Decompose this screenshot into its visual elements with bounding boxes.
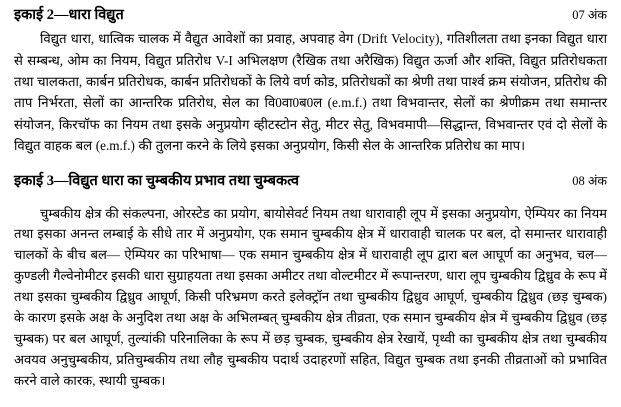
section-spacer xyxy=(14,158,607,172)
unit-3-heading-row xyxy=(14,172,607,190)
unit-2-heading-row xyxy=(14,6,607,24)
unit-3-marks: 08 अंक xyxy=(572,174,607,189)
unit-2-title: इकाई 2—धारा विद्युत xyxy=(14,7,124,23)
unit-3-title: इकाई 3—विद्युत धारा का चुम्बकीय प्रभाव तथा चुम्बकत्व xyxy=(14,173,300,190)
unit-block-3 xyxy=(14,172,607,392)
unit-2-body: विद्युत धारा, धात्विक चालक में वैद्युत आवेशों का प्रवाह, अपवाह वेग (Drift Velocity), गतिशीलता तथा इनका विद्युत धारा से सम्बन्ध, ओम का नियम, विद्युत प्रतिरोध V-I अभिलक्षण (रैखिक तथा अरैखिक) विद्युत ऊर्जा और शक्ति, विद्युत प्रतिरोधकता तथा चालकता, कार्बन प्रतिरोधक, कार्बन प्रतिरोधकों के लिये वर्ण कोड, प्रतिरोधकों का श्रेणी तथा पार्श्व क्रम संयोजन, प्रतिरोध की ताप निर्भरता, सेलों का आन्तरिक प्रतिरोध, सेल का वि0वा0ब0ल (e.m.f.) तथा विभवान्तर, सेलों का श्रेणीक्रम तथा समान्तर संयोजन, किरचॉफ का नियम तथा इसके अनुप्रयोग व्हीटस्टोन सेतु, मीटर सेतु, विभवमापी—सिद्धान्त, विभवान्तर एवं दो सेलों के विद्युत वाहक बल (e.m.f.) की तुलना करने के लिये इसका अनुप्रयोग, किसी सेल के आन्तरिक प्रतिरोध का माप। xyxy=(14,31,607,153)
heading-body-gap xyxy=(14,195,607,204)
unit-block-2 xyxy=(14,6,607,156)
unit-2-marks: 07 अंक xyxy=(572,8,607,22)
unit-3-body: चुम्बकीय क्षेत्र की संकल्पना, ओरस्टेड का प्रयोग, बायोसेवर्ट नियम तथा धारावाही लूप में इसका अनुप्रयोग, ऐम्पियर का नियम तथा इसका अनन्त लम्बाई के सीधे तार में अनुप्रयोग, एक समान चुम्बकीय क्षेत्र में धारावाही चालक पर बल, दो समान्तर धारावाही चालकों के बीच बल— ऐम्पियर का परिभाषा— एक समान चुम्बकीय क्षेत्र में धारावाही लूप द्वारा बल आघूर्ण का अनुभव, चल—कुण्डली गैल्वेनोमीटर इसकी धारा सुग्राहयता तथा इसका अमीटर तथा वोल्टमीटर में रूपान्तरण, धारा लूप चुम्बकीय द्विध्रुव के रूप में तथा इसका चुम्बकीय द्विध्रुव आघूर्ण, किसी परिभ्रमण करते इलेक्ट्रॉन तथा चुम्बकीय द्विध्रुव आघूर्ण, चुम्बकीय द्विध्रुव (छड़ चुम्बक) के कारण इसके अक्ष के अनुदिश तथा अक्ष के अभिलम्बत् चुम्बकीय क्षेत्र तीव्रता, एक समान चुम्बकीय क्षेत्र में चुम्बकीय द्विध्रुव (छड़ चुम्बक) पर बल आघूर्ण, तुल्यांकी परिनालिका के रूप में छड़ चुम्बक, चुम्बकीय क्षेत्र रेखायें, पृथ्वी का चुम्बकीय क्षेत्र तथा चुम्बकीय अवयव अनुचुम्बकीय, प्रतिचुम्बकीय तथा लौह चुम्बकीय पदार्थ उदाहरणों सहित, विद्युत चुम्बक तथा इनकी तीव्रताओं को प्रभावित करने वाले कारक, स्थायी चुम्बक। xyxy=(14,205,608,388)
